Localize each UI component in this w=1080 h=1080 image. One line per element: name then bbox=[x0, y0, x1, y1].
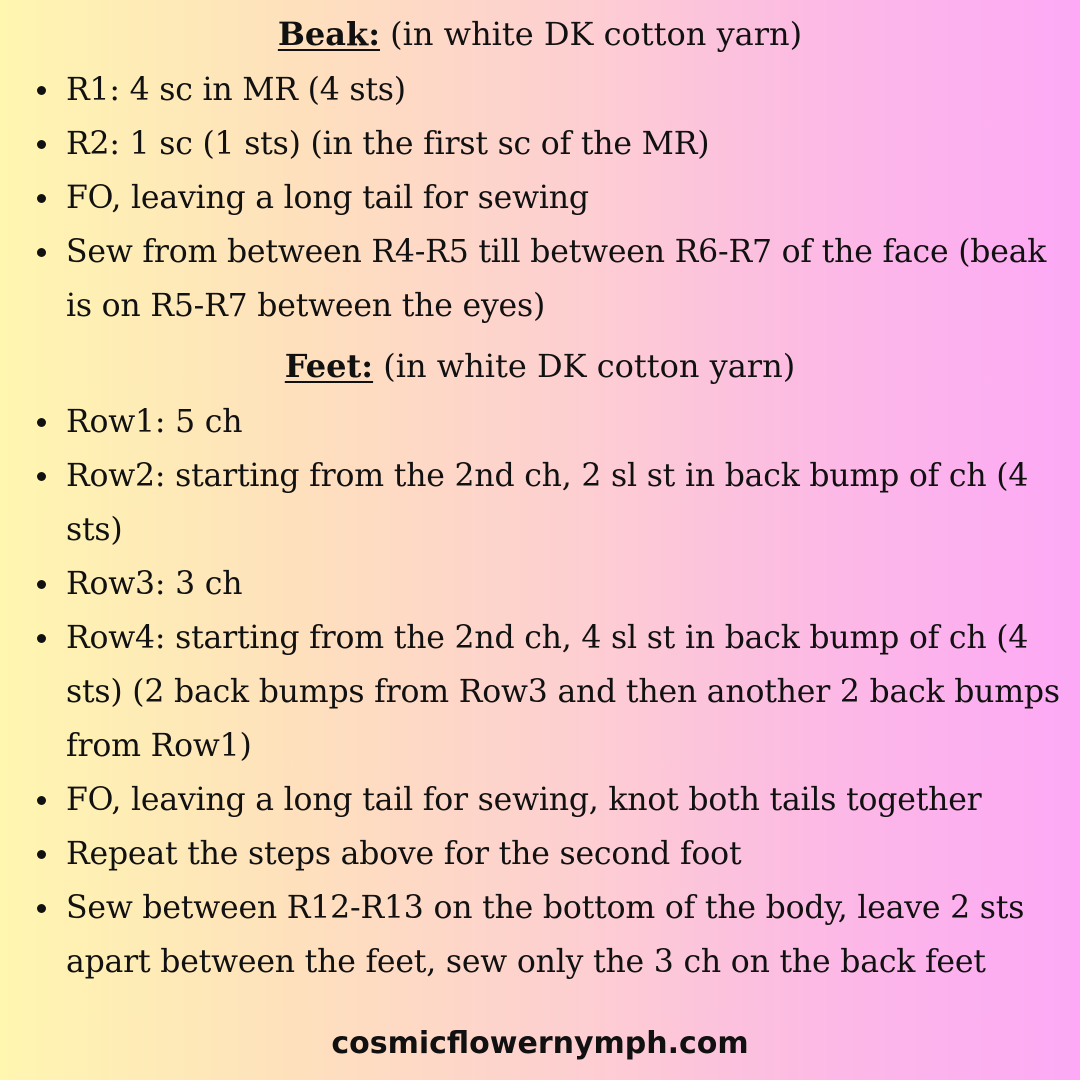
feet-title: Feet: bbox=[284, 347, 374, 385]
feet-step-list bbox=[0, 395, 1080, 989]
beak-step-2: R2: 1 sc (1 sts) (in the first sc of the MR) bbox=[0, 117, 1080, 171]
beak-step-3: FO, leaving a long tail for sewing bbox=[0, 171, 1080, 225]
beak-step-list bbox=[0, 63, 1080, 333]
feet-step-7: Sew between R12-R13 on the bottom of the body, leave 2 sts apart between the feet, sew only the 3 ch on the back feet bbox=[0, 881, 1080, 989]
feet-subtitle: (in white DK cotton yarn) bbox=[383, 347, 796, 385]
feet-step-6: Repeat the steps above for the second foot bbox=[0, 827, 1080, 881]
feet-step-4: Row4: starting from the 2nd ch, 4 sl st in back bump of ch (4 sts) (2 back bumps from Row3 and then another 2 back bumps from Row1) bbox=[0, 611, 1080, 773]
feet-step-3: Row3: 3 ch bbox=[0, 557, 1080, 611]
website-footer: cosmicflowernymph.com bbox=[331, 1026, 749, 1061]
feet-step-2: Row2: starting from the 2nd ch, 2 sl st in back bump of ch (4 sts) bbox=[0, 449, 1080, 557]
beak-subtitle: (in white DK cotton yarn) bbox=[390, 15, 803, 53]
beak-step-1: R1: 4 sc in MR (4 sts) bbox=[0, 63, 1080, 117]
beak-heading bbox=[0, 14, 1080, 54]
feet-step-5: FO, leaving a long tail for sewing, knot both tails together bbox=[0, 773, 1080, 827]
feet-step-1: Row1: 5 ch bbox=[0, 395, 1080, 449]
beak-step-4: Sew from between R4-R5 till between R6-R7 of the face (beak is on R5-R7 between the eyes) bbox=[0, 225, 1080, 333]
beak-title: Beak: bbox=[277, 15, 380, 53]
feet-heading bbox=[0, 346, 1080, 386]
